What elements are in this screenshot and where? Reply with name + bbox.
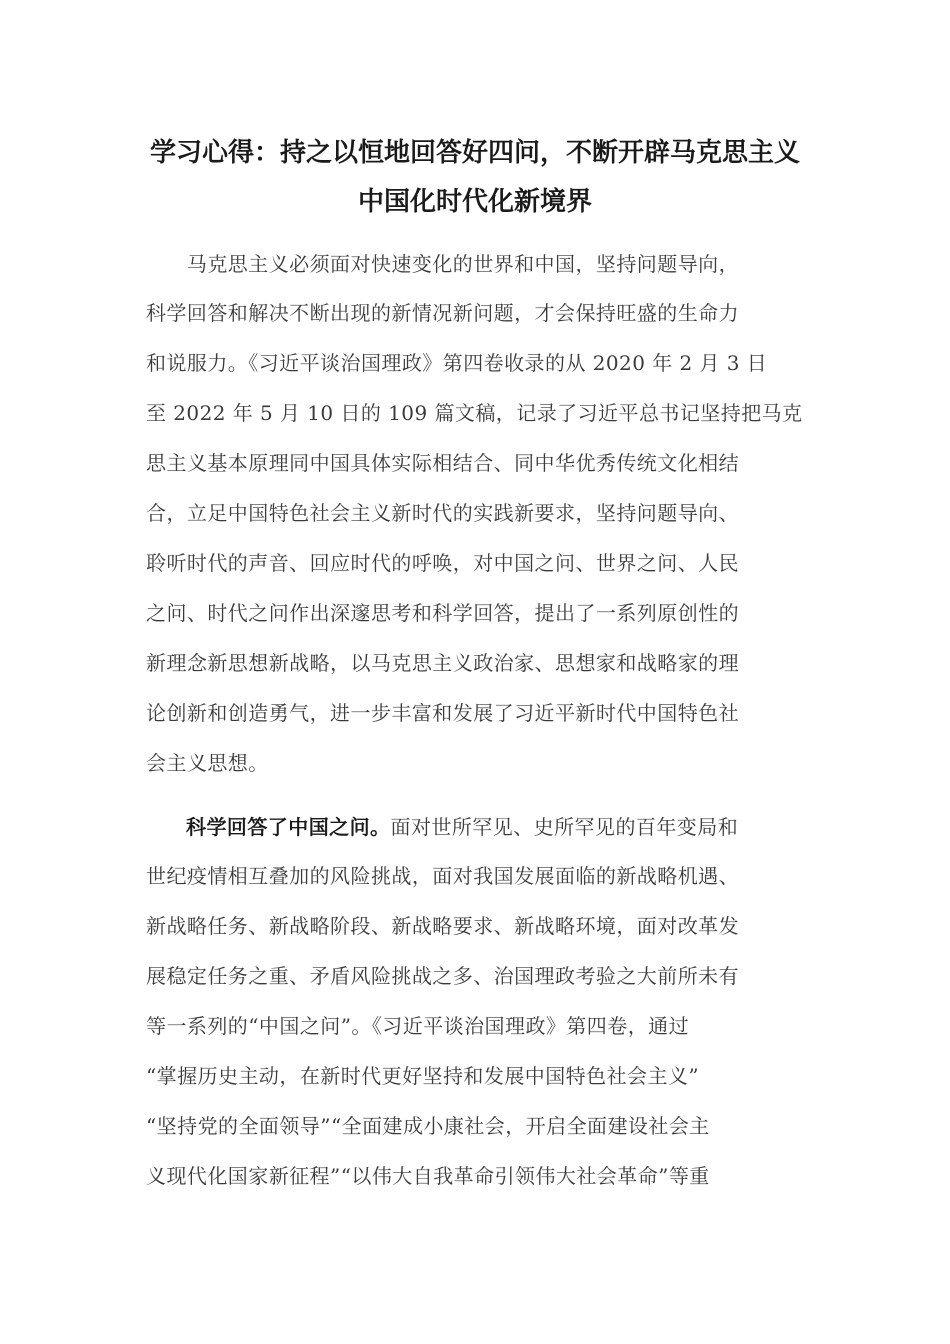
paragraph-2-line: 等一系列的“中国之问”。《习近平谈治国理政》第四卷，通过 xyxy=(146,1014,690,1038)
paragraph-2-line: 世纪疫情相互叠加的风险挑战，面对我国发展面临的新战略机遇、 xyxy=(146,864,740,888)
paragraph-1-line: 合，立足中国特色社会主义新时代的实践新要求，坚持问题导向、 xyxy=(146,501,740,525)
paragraph-2-first-line xyxy=(146,815,846,839)
paragraph-2-lead: 科学回答了中国之问。 xyxy=(186,815,391,839)
document-title-line-1: 学习心得：持之以恒地回答好四问，不断开辟马克思主义 xyxy=(149,138,800,168)
paragraph-2-line: 新战略任务、新战略阶段、新战略要求、新战略环境，面对改革发 xyxy=(146,914,740,938)
paragraph-2-line: “掌握历史主动，在新时代更好坚持和发展中国特色社会主义” xyxy=(146,1064,700,1088)
paragraph-1-line: 会主义思想。 xyxy=(146,751,269,775)
paragraph-1-line: 马克思主义必须面对快速变化的世界和中国，坚持问题导向， xyxy=(146,252,740,276)
paragraph-1-line: 新理念新思想新战略，以马克思主义政治家、思想家和战略家的理 xyxy=(146,651,740,675)
paragraph-2-line: 义现代化国家新征程”“以伟大自我革命引领伟大社会革命”等重 xyxy=(146,1164,710,1188)
paragraph-1-line: 至 2022 年 5 月 10 日的 109 篇文稿，记录了习近平总书记坚持把马克 xyxy=(146,401,803,425)
paragraph-1-line: 思主义基本原理同中国具体实际相结合、同中华优秀传统文化相结 xyxy=(146,451,740,475)
paragraph-1-line: 和说服力。《习近平谈治国理政》第四卷收录的从 2020 年 2 月 3 日 xyxy=(146,351,768,375)
paragraph-1-line: 科学回答和解决不断出现的新情况新问题，才会保持旺盛的生命力 xyxy=(146,301,740,325)
document-title-line-2: 中国化时代化新境界 xyxy=(357,187,592,217)
paragraph-2-line: 展稳定任务之重、矛盾风险挑战之多、治国理政考验之大前所未有 xyxy=(146,964,740,988)
paragraph-1-line: 论创新和创造勇气，进一步丰富和发展了习近平新时代中国特色社 xyxy=(146,701,740,725)
paragraph-2-line: “坚持党的全面领导”“全面建成小康社会，开启全面建设社会主 xyxy=(146,1114,710,1138)
paragraph-1-line: 之问、时代之问作出深邃思考和科学回答，提出了一系列原创性的 xyxy=(146,601,740,625)
paragraph-1-line: 聆听时代的声音、回应时代的呼唤，对中国之问、世界之问、人民 xyxy=(146,551,740,575)
paragraph-2-first-rest: 面对世所罕见、史所罕见的百年变局和 xyxy=(390,815,739,839)
